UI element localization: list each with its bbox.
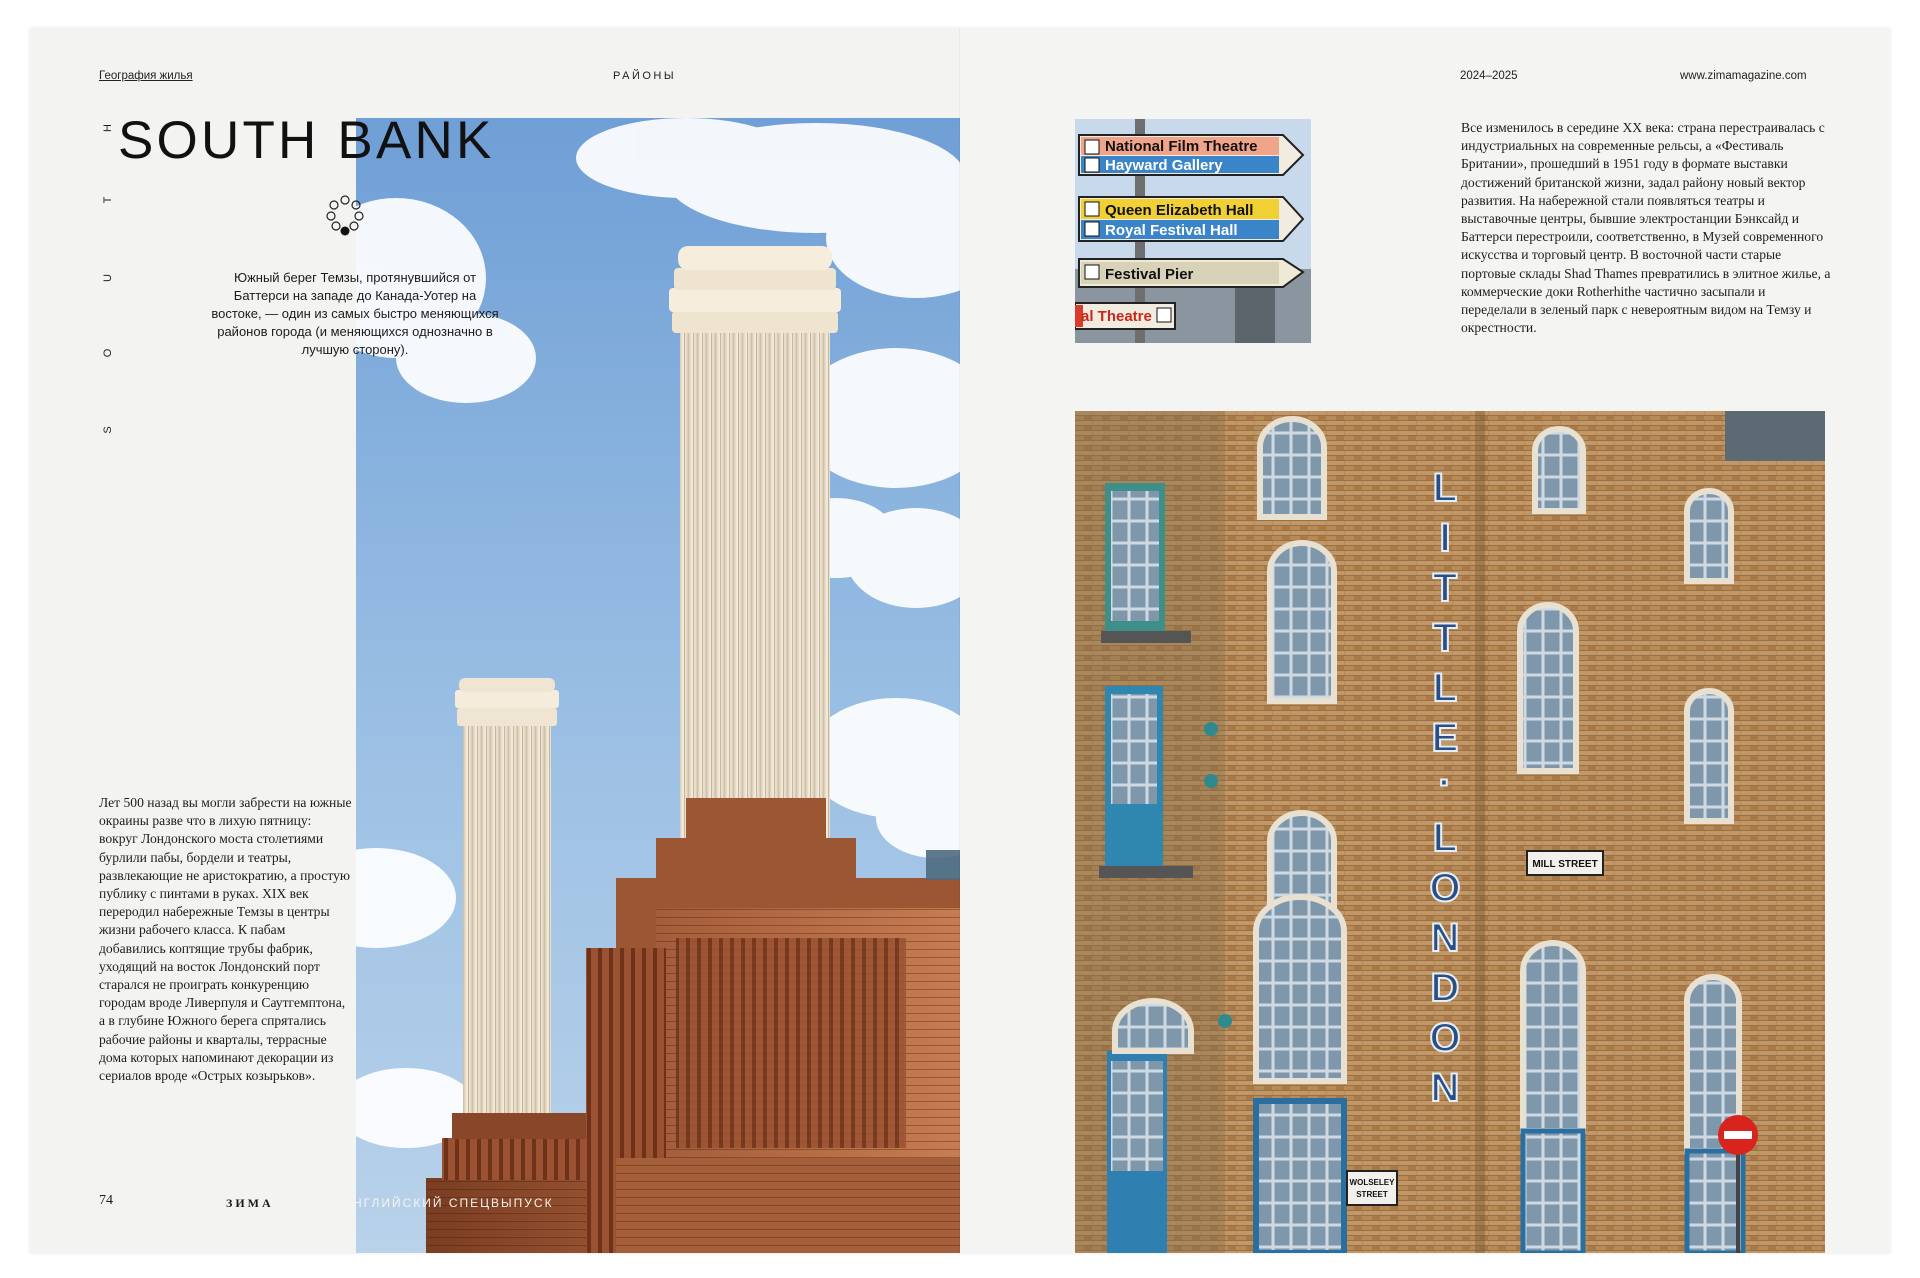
lettering-n: N [1430,1066,1460,1110]
vertical-south-word [101,122,115,492]
sign-festival-pier: Festival Pier [1105,266,1194,283]
sign-national-film-theatre: National Film Theatre [1105,138,1258,155]
left-page [30,28,960,1253]
vertical-letter: T [102,196,114,204]
lettering-t: T [1432,566,1458,610]
zima-dot-logo-icon [321,191,369,239]
intro-paragraph: Южный берег Темзы, протянувшийся от Баттерси на западе до Канада-Уотер на востоке, — один из самых быстро меняющихся районов города (и меняющихся однозначно в лучшую сторону). [211,270,499,357]
lettering-i: I [1439,516,1451,560]
sign-queen-elizabeth-hall: Queen Elizabeth Hall [1105,202,1254,219]
vertical-letter: O [102,348,114,358]
lettering-e: E [1431,716,1459,760]
section-center-label: РАЙОНЫ [613,70,677,82]
lettering-l: L [1432,666,1458,710]
lettering-o: O [1429,1016,1461,1060]
vertical-letter: S [102,426,114,434]
magazine-spread [30,28,1890,1253]
issue-subtitle: АНГЛИЙСКИЙ СПЕЦВЫПУСК [343,1196,554,1210]
body-text-right: Все изменилось в середине XX века: страна перестраивалась с индустриальных на современные рельсы, а «Фестиваль Британии», прошедший в 1951 году в формате выставки достижений британской жизни, задал району новый вектор развития. На набережной стали появляться театры и выставочные центры, бывшие электростанции Бэнксайд и Баттерси перестроили, соответственно, в Музей современного искусства и торговый центр. В восточной части старые портовые склады Shad Thames превратились в элитное жилье, а коммерческие доки Rotherhithe частично засыпали и переделали в зеленый парк с невероятным видом на Темзу и окрестности. [1461,120,1831,336]
lettering-n: N [1430,916,1460,960]
lettering-dot: · [1438,761,1452,805]
article-title: SOUTH BANK [118,111,495,170]
lettering-l: L [1432,816,1458,860]
page-number: 74 [99,1193,113,1208]
sign-hayward-gallery: Hayward Gallery [1105,157,1223,174]
lettering-t: T [1432,616,1458,660]
lettering-o: O [1429,866,1461,910]
wolseley-street-sign-line2: STREET [1356,1190,1388,1199]
mill-street-sign: MILL STREET [1532,859,1598,870]
vertical-letter: U [102,274,114,282]
magazine-brand: ЗИМА [226,1196,274,1210]
lettering-l: L [1432,466,1458,510]
little-london-building-photo [1075,411,1825,1253]
lettering-d: D [1430,966,1460,1010]
section-label: География жилья [99,70,193,82]
wolseley-street-sign-line1: WOLSELEY [1349,1178,1395,1187]
body-text-left: Лет 500 назад вы могли забрести на южные окраины разве что в лихую пятницу: вокруг Лондонского моста столетиями бурлили пабы, бордели и театры, развлекающие не аристократию, а простую публику с пинтами в руках. XIX век переродил набережные Темзы в центры жизни рабочего класса. К пабам добавились коптящие трубы фабрик, уходящий на восток Лондонский порт старался не проиграть конкуренцию городам вроде Ливерпуля и Саутгемптона, а в глубине Южного берега спрятались рабочие районы и кварталы, террасные дома которых напоминают декорации из сериалов вроде «Острых козырьков». [99,795,352,1084]
vertical-letter: H [102,124,114,132]
sign-royal-festival-hall: Royal Festival Hall [1105,222,1238,239]
website-url: www.zimamagazine.com [1680,70,1807,82]
issue-year: 2024–2025 [1460,70,1518,82]
signpost-photo [1075,119,1311,343]
sign-theatre-partial: al Theatre [1081,308,1152,325]
